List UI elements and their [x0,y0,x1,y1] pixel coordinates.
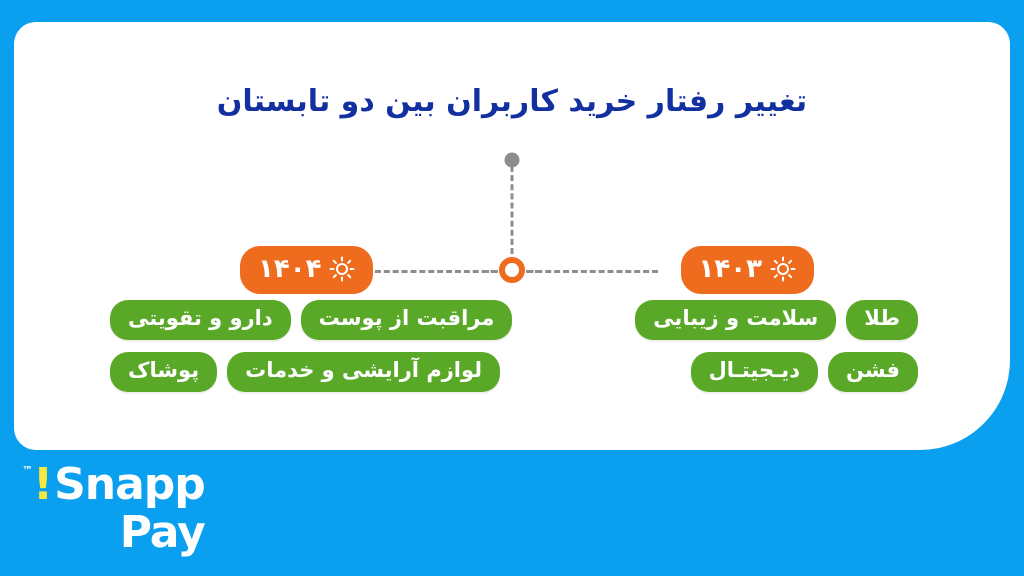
category-tag: مراقبت از پوست [301,300,513,340]
timeline-vertical-connector [511,166,514,254]
logo-trademark: ™ [22,464,32,478]
category-tag: دیـجیتـال [691,352,818,392]
category-row [110,352,540,392]
year-label-1403: ۱۴۰۳ [698,254,762,284]
year-badge-1403 [681,246,814,294]
category-tag: پوشاک [110,352,217,392]
page-title: تغییر رفتار خرید کاربران بین دو تابستان [216,84,808,119]
category-tag: لوازم آرایشی و خدمات [227,352,500,392]
timeline [14,152,1010,282]
sun-icon [329,256,355,282]
year-badge-1404 [240,246,373,294]
category-row [488,352,918,392]
timeline-center-node [499,257,525,283]
category-tag: فشن [828,352,918,392]
category-group-1403 [488,300,918,404]
snapppay-logo [22,459,205,559]
logo-text-pay: Pay [119,507,205,559]
category-tag: دارو و تقویتی [110,300,291,340]
content-card [14,22,1010,450]
sun-icon [770,256,796,282]
logo-text-snapp: Snapp [54,459,205,511]
category-row [488,300,918,340]
category-tag: سلامت و زیبایی [635,300,836,340]
logo-line-snapp [22,459,205,511]
year-label-1404: ۱۴۰۴ [258,254,322,284]
category-row [110,300,540,340]
category-tag: طلا [846,300,918,340]
category-group-1404 [110,300,540,404]
logo-exclamation: ! [33,459,53,511]
